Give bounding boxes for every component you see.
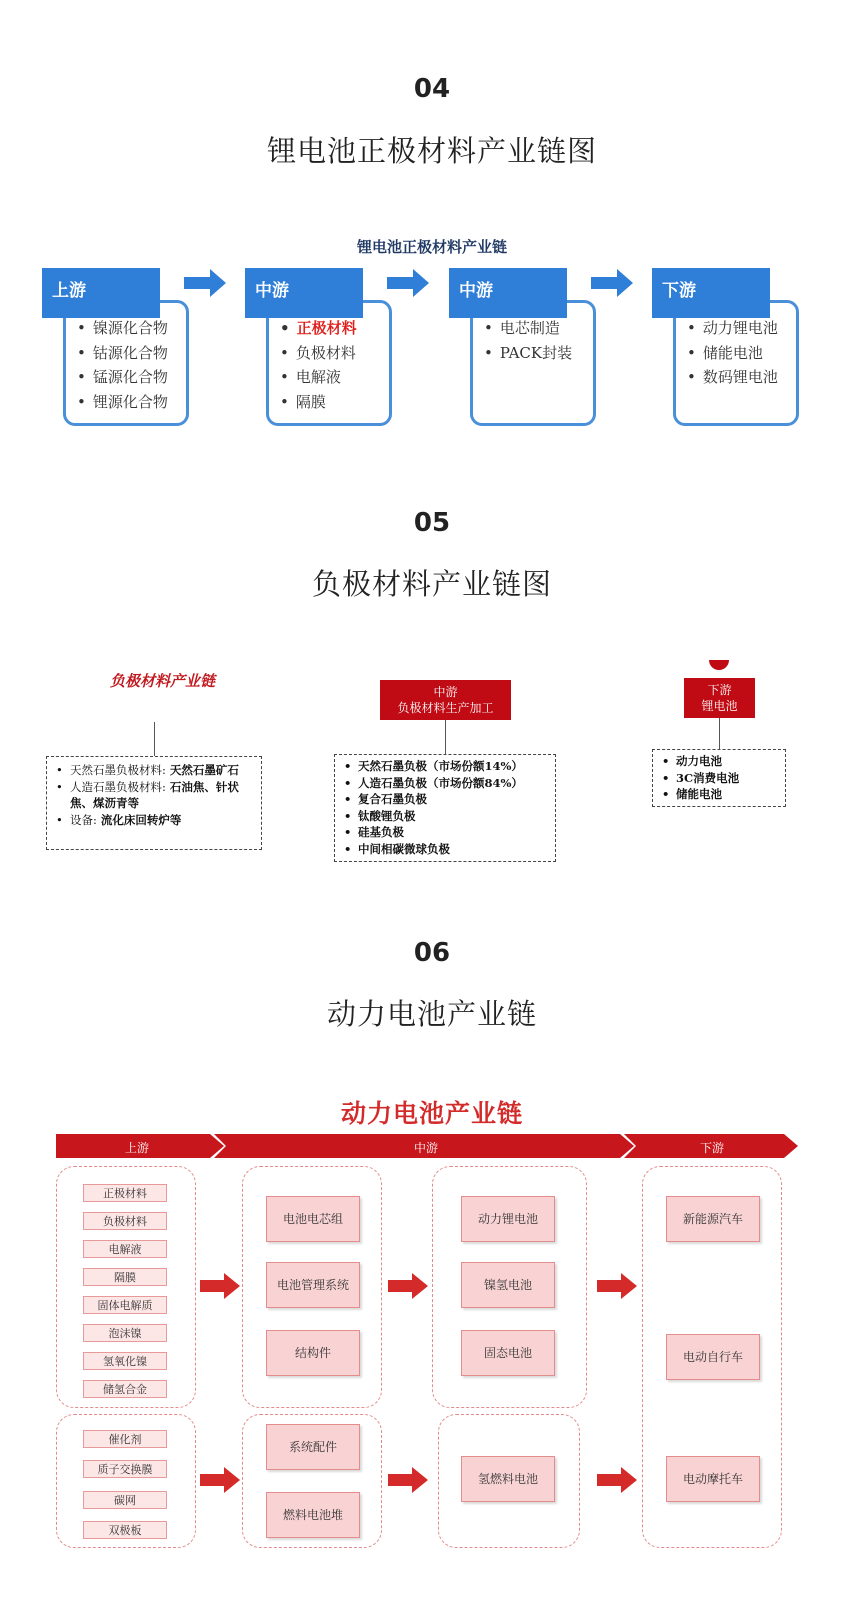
stage-item: • 钴源化合物 <box>77 341 168 366</box>
phase-upstream: 上游 <box>125 1141 150 1155</box>
stage-item: • 电解液 <box>280 365 357 390</box>
phase-downstream: 下游 <box>700 1141 725 1155</box>
component-box: 氢氧化镍 <box>83 1352 167 1370</box>
product-box: 动力锂电池 <box>461 1196 555 1242</box>
downstream-label-line1: 下游 <box>707 683 732 697</box>
upstream-item <box>56 779 256 812</box>
stage-item: • 负极材料 <box>280 341 357 366</box>
product-box: 系统配件 <box>266 1424 360 1470</box>
component-box: 负极材料 <box>83 1212 167 1230</box>
flow-arrow <box>387 268 431 298</box>
stage-tag: 下游 <box>652 268 770 318</box>
flow-arrow <box>597 1467 637 1493</box>
stage-tag: 中游 <box>449 268 567 318</box>
stage-item: • 动力锂电池 <box>687 316 778 341</box>
connector-line <box>445 720 446 754</box>
flow-arrow <box>597 1273 637 1299</box>
upstream-item <box>56 762 256 779</box>
stage-list <box>77 316 168 414</box>
component-box: 质子交换膜 <box>83 1460 167 1478</box>
component-box: 固体电解质 <box>83 1296 167 1314</box>
diagram-title: 动力电池产业链 <box>340 1099 523 1128</box>
decoration-dot <box>709 660 729 670</box>
stage-list <box>280 316 357 414</box>
product-box: 结构件 <box>266 1330 360 1376</box>
stage-item: • 隔膜 <box>280 390 357 415</box>
stage-item: • 锂源化合物 <box>77 390 168 415</box>
flow-arrow <box>388 1273 428 1299</box>
section-title: 负极材料产业链图 <box>311 567 552 601</box>
product-box: 镍氢电池 <box>461 1262 555 1308</box>
upstream-item-category: 设备: <box>70 812 97 827</box>
downstream-item: • 动力电池 <box>662 753 782 770</box>
stage-item: • 电芯制造 <box>484 316 572 341</box>
component-box: 双极板 <box>83 1521 167 1539</box>
upstream-item <box>56 812 256 829</box>
upstream-item-category: 人造石墨负极材料: <box>70 779 166 794</box>
product-box: 氢燃料电池 <box>461 1456 555 1502</box>
midstream-item: • 硅基负极 <box>344 824 554 841</box>
downstream-label-line2: 锂电池 <box>701 699 738 713</box>
midstream-list <box>344 758 554 857</box>
section-number: 05 <box>413 508 451 538</box>
midstream-label <box>380 680 511 720</box>
component-box: 电解液 <box>83 1240 167 1258</box>
midstream-item: • 天然石墨负极（市场份额14%） <box>344 758 554 775</box>
component-box: 催化剂 <box>83 1430 167 1448</box>
flow-arrow <box>200 1273 240 1299</box>
stage-list <box>484 316 572 365</box>
product-box: 燃料电池堆 <box>266 1492 360 1538</box>
upstream-item-detail: 流化床回转炉等 <box>100 812 182 827</box>
midstream-item: • 人造石墨负极（市场份额84%） <box>344 775 554 792</box>
component-box: 泡沫镍 <box>83 1324 167 1342</box>
chain-group <box>56 1166 196 1408</box>
component-box: 碳网 <box>83 1491 167 1509</box>
flow-arrow <box>184 268 228 298</box>
product-box: 新能源汽车 <box>666 1196 760 1242</box>
stage-item: • 数码锂电池 <box>687 365 778 390</box>
flow-arrow <box>591 268 635 298</box>
diagram-caption: 负极材料产业链 <box>110 672 216 690</box>
upstream-item-detail: 天然石墨矿石 <box>169 763 239 777</box>
upstream-list <box>56 762 256 828</box>
downstream-list <box>662 753 782 803</box>
section-title: 锂电池正极材料产业链图 <box>266 134 597 168</box>
flow-arrow <box>388 1467 428 1493</box>
stage-tag: 中游 <box>245 268 363 318</box>
section-number: 06 <box>413 938 451 968</box>
product-box: 电池管理系统 <box>266 1262 360 1308</box>
stage-list <box>687 316 778 390</box>
stage-item: • 正极材料 <box>280 316 357 341</box>
phase-midstream: 中游 <box>414 1141 439 1155</box>
flow-arrow <box>200 1467 240 1493</box>
product-box: 固态电池 <box>461 1330 555 1376</box>
stage-item: • 镍源化合物 <box>77 316 168 341</box>
connector-line <box>719 718 720 750</box>
connector-line <box>154 722 155 756</box>
upstream-item-category: 天然石墨负极材料: <box>70 763 166 777</box>
section-number: 04 <box>413 74 451 104</box>
diagram-caption: 锂电池正极材料产业链 <box>356 238 507 256</box>
downstream-item: • 3C消费电池 <box>662 770 782 787</box>
product-box: 电动摩托车 <box>666 1456 760 1502</box>
midstream-label-line1: 中游 <box>433 685 458 699</box>
section-title: 动力电池产业链 <box>326 997 537 1031</box>
product-box: 电动自行车 <box>666 1334 760 1380</box>
component-box: 储氢合金 <box>83 1380 167 1398</box>
stage-item: • 锰源化合物 <box>77 365 168 390</box>
upstream-item-detail: 石油焦、针状焦、煤沥青等 <box>70 779 239 810</box>
stage-item: • 储能电池 <box>687 341 778 366</box>
component-box: 隔膜 <box>83 1268 167 1286</box>
stage-item: • PACK封装 <box>484 341 572 366</box>
midstream-label-line2: 负极材料生产加工 <box>397 701 494 715</box>
component-box: 正极材料 <box>83 1184 167 1202</box>
stage-tag: 上游 <box>42 268 160 318</box>
downstream-item: • 储能电池 <box>662 786 782 803</box>
midstream-item: • 钛酸锂负极 <box>344 808 554 825</box>
downstream-label <box>684 678 755 718</box>
midstream-item: • 复合石墨负极 <box>344 791 554 808</box>
midstream-item: • 中间相碳微球负极 <box>344 841 554 858</box>
product-box: 电池电芯组 <box>266 1196 360 1242</box>
